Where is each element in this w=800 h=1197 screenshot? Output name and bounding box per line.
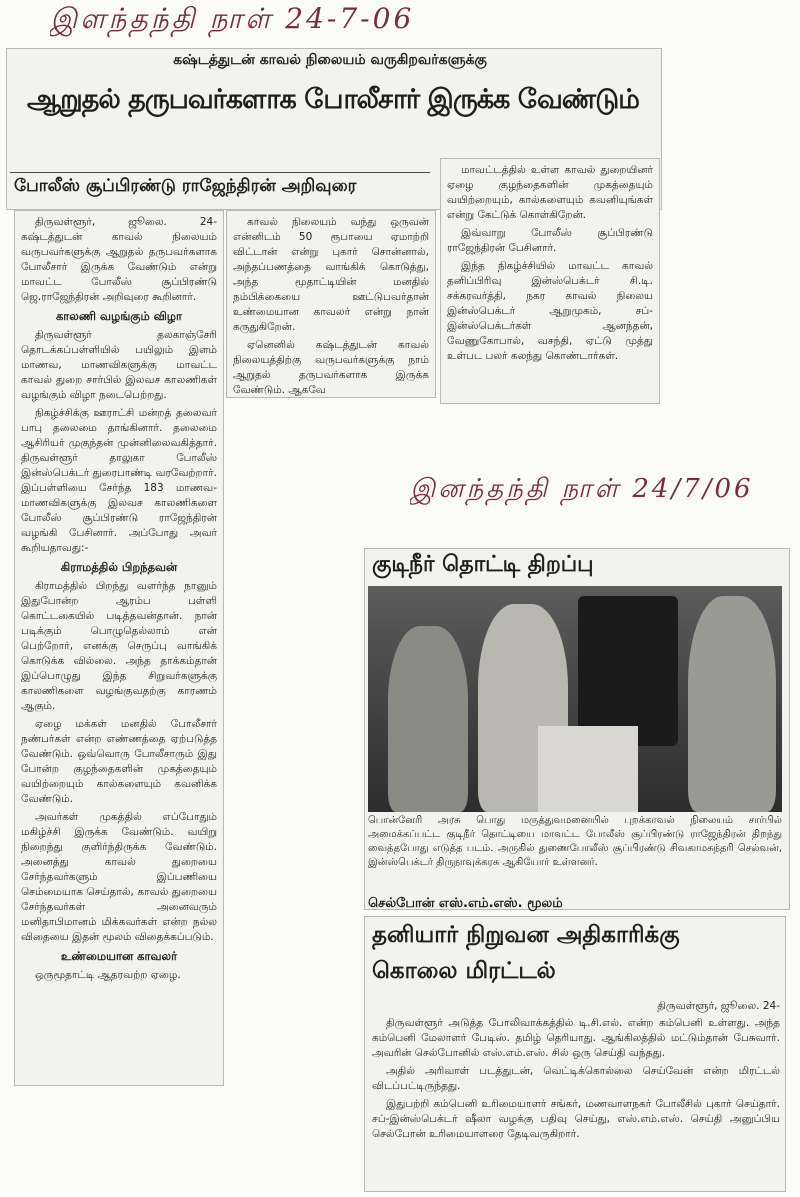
photo-person-left — [388, 626, 468, 812]
article1-headline: ஆறுதல் தருபவர்களாக போலீசார் இருக்க வேண்டும் — [27, 84, 639, 115]
article1-subhead: போலீஸ் சூப்பிரண்டு ராஜேந்திரன் அறிவுரை — [14, 176, 357, 196]
article3-headline-2: கொலை மிரட்டல் — [372, 958, 556, 984]
article1-headline-rule — [10, 172, 430, 173]
article1-kicker: கஷ்டத்துடன் காவல் நிலையம் வருகிறவர்களுக்கு — [173, 52, 487, 68]
article1-right-para-2: இவ்வாறு போலீஸ் சூப்பிரண்டு ராஜேந்திரன் பேசினார். — [447, 227, 653, 254]
article1-para-4: ஏழை மக்கள் மனதில் போலீசார் நண்பர்கள் என்ற எண்ணத்தை ஏற்படுத்த வேண்டும். ஒவ்வொரு போலீசாரும் இது போன்ற குழந்தைகளின் முகத்தையும் வயிற்றையும் கால்களையும் கவனிக்க வேண்டும். — [21, 718, 217, 805]
article3-para-3: இதுபற்றி கம்பெனி உரிமையாளர் சங்கர், மணவாளநகர் போலீசில் புகார் செய்தார். சப்-இன்ஸ்பெக்டர் ஷீலா வழக்கு பதிவு செய்து, எஸ்.எம்.எஸ். செய்தி அனுப்பிய செல்போன் உரிமையாளரை தேடிவருகிறார். — [372, 1098, 780, 1140]
article1-sub-village: கிராமத்தில் பிறந்தவன் — [60, 560, 178, 574]
photo-tank-base — [538, 726, 638, 812]
article1-para-6: ஒருமூதாட்டி ஆதரவற்ற ஏழை. — [35, 969, 181, 981]
article1-para-3: கிராமத்தில் பிறந்து வளர்ந்த நானும் இதுபோன்ற ஆரம்ப பள்ளி கொட்டகையில் படித்தவன்தான். நான் படிக்கும் பொழுதெல்லாம் என் பெற்றோர், எனக்கு செருப்பு வாங்கிக் கொடுக்க வில்லை. அந்த தாக்கம்தான் இப்பொழுது இந்த சிறுவர்களுக்கு காலணிகளை வழங்குவதற்கு காரணம் ஆகும். — [21, 580, 217, 712]
article1-para-2: நிகழ்ச்சிக்கு ஊராட்சி மன்றத் தலைவர் பாபு தலைமை தாங்கினார். தலைமை ஆசிரியர் முகுந்தன் முன்னிலைவகித்தார். திருவள்ளூர் தாலுகா போலீஸ் இன்ஸ்பெக்டர் துரைபாண்டி வரவேற்றார். இப்பள்ளியை சேர்ந்த 183 மாணவ-மாணவிகளுக்கு இலவச காலணிகளை போலீஸ் சூப்பிரண்டு ராஜேந்திரன் வழங்கி பேசினார். அப்போது அவர் கூறியதாவது:- — [21, 407, 217, 554]
article3-kicker: செல்போன் எஸ்.எம்.எஸ். மூலம் — [368, 896, 563, 911]
article1-sub-footwear: காலணி வழங்கும் விழா — [55, 309, 183, 323]
article2-caption: பொன்னேரி அரசு பொது மருத்துவமனையில் புறக்காவல் நிலையம் சார்பில் அமைக்கப்பட்ட குடிநீர் தொட்டியை மாவட்ட போலீஸ் சூப்பிரண்டு ராஜேந்திரன் திறந்து வைத்தபோது எடுத்த படம். அருகில் துணைபோலீஸ் சூப்பிரண்டு சிவகாமசுந்தரி செல்வன், இன்ஸ்பெக்டர் திருநாவுக்கரசு ஆகியோர் உள்ளனர். — [368, 815, 782, 868]
article3-body — [372, 1016, 780, 1188]
article3-dateline: திருவள்ளூர், ஜூலை. 24- — [657, 1000, 780, 1012]
article3-para-1: திருவள்ளூர் அடுத்த போலிவாக்கத்தில் டி.சி.எல். என்ற கம்பெனி உள்ளது. அந்த கம்பெனி மேலாளர் பேடிஸ். தமிழ் தெரியாது. ஆங்கிலத்தில் மட்டும்தான் பேசுவார். அவரின் செல்போனில் எஸ்.எம்.எஸ். சில் ஒரு செய்தி வந்தது. — [372, 1017, 780, 1059]
article1-right-para-1: மாவட்டத்தில் உள்ள காவல் துறையினர் ஏழை குழந்தைகளின் முகத்தையும் வயிற்றையும், கால்களையும் கவனியுங்கள் என்று கேட்டுக் கொள்கிறேன். — [447, 164, 653, 221]
article2-headline: குடிநீர் தொட்டி திறப்பு — [372, 552, 594, 577]
photo-person-right — [688, 596, 776, 812]
article1-right-para-3: இந்த நிகழ்ச்சியில் மாவட்ட காவல் தனிப்பிரிவு இன்ஸ்பெக்டர் சி.டி. சக்கரவர்த்தி, நகர காவல் நிலைய இன்ஸ்பெக்டர் ஆறுமுகம், சப்-இன்ஸ்பெக்டர்கள் ஆனந்தன், வேணுகோபால், வசந்தி, ஏட்டு முத்து உள்பட பலர் கலந்து கொண்டார்கள். — [447, 260, 653, 362]
article1-para-1: திருவள்ளூர் தலகாஞ்சேரி தொடக்கப்பள்ளியில் பயிலும் இளம் மாணவ, மாணவிகளுக்கு மாவட்ட காவல் துறை சார்பில் இலவச காலணிகள் வழங்கும் விழா நடைபெற்றது. — [21, 329, 217, 401]
article1-mid-para-2: ஏனெனில் கஷ்டத்துடன் காவல் நிலையத்திற்கு வருபவர்களுக்கு நாம் ஆறுதல் தருபவர்களாக இருக்க வேண்டும். ஆகவே — [233, 339, 429, 396]
article1-mid-para-1: காவல் நிலையம் வந்து ஒருவன் என்னிடம் 50 ரூபாயை ஏமாற்றி விட்டான் என்று புகார் சொன்னால், அந்தப்பணத்தை வாங்கிக் கொடுத்து, அந்த மூதாட்டியின் மனதில் நம்பிக்கையை ஊட்டுபவர்தான் உண்மையான காவலர் என்று நான் கருதுகிறேன். — [233, 216, 429, 333]
article1-sub-true-police: உண்மையான காவலர் — [60, 949, 178, 963]
handwritten-date-top: இளந்தந்தி நாள் 24-7-06 — [50, 2, 415, 35]
article3-headline-1: தனியார் நிறுவன அதிகாரிக்கு — [372, 922, 680, 948]
photo-water-tank — [578, 596, 678, 746]
article1-right-column — [440, 158, 660, 404]
article1-left-column — [14, 210, 224, 1086]
article1-para-5: அவர்கள் முகத்தில் எப்போதும் மகிழ்ச்சி இருக்க வேண்டும். வயிறு நிறைந்து குளிர்ந்திருக்க வேண்டும். அனைத்து காவல் துறையை சேர்ந்தவர்களும் இப்பணியை செம்மையாக செய்தால், காவல் துறையை சேர்ந்தவர்கள் அனைவரும் மனிதாபிமானம் மிக்கவர்கள் என்ற நல்ல விதையை இதன் மூலம் விதைக்கப்படும். — [21, 811, 217, 943]
handwritten-date-middle: இனந்தந்தி நாள் 24/7/06 — [410, 474, 754, 504]
article2-photo — [368, 586, 782, 812]
article1-lead: திருவள்ளூர், ஜூலை. 24- கஷ்டத்துடன் காவல் நிலையம் வருபவர்களுக்கு ஆறுதல் தருபவர்களாக போலீசார் இருக்க வேண்டும் என்று மாவட்ட போலீஸ் சூப்பிரண்டு ஜெ.ராஜேந்திரன் அறிவுரை கூறினார். — [21, 216, 217, 303]
article3-para-2: அதில் அரிவாள் படத்துடன், வெட்டிக்கொல்லை செய்வேன் என்ற மிரட்டல் விடப்பட்டிருந்தது. — [372, 1065, 780, 1092]
article1-middle-column — [226, 210, 436, 398]
